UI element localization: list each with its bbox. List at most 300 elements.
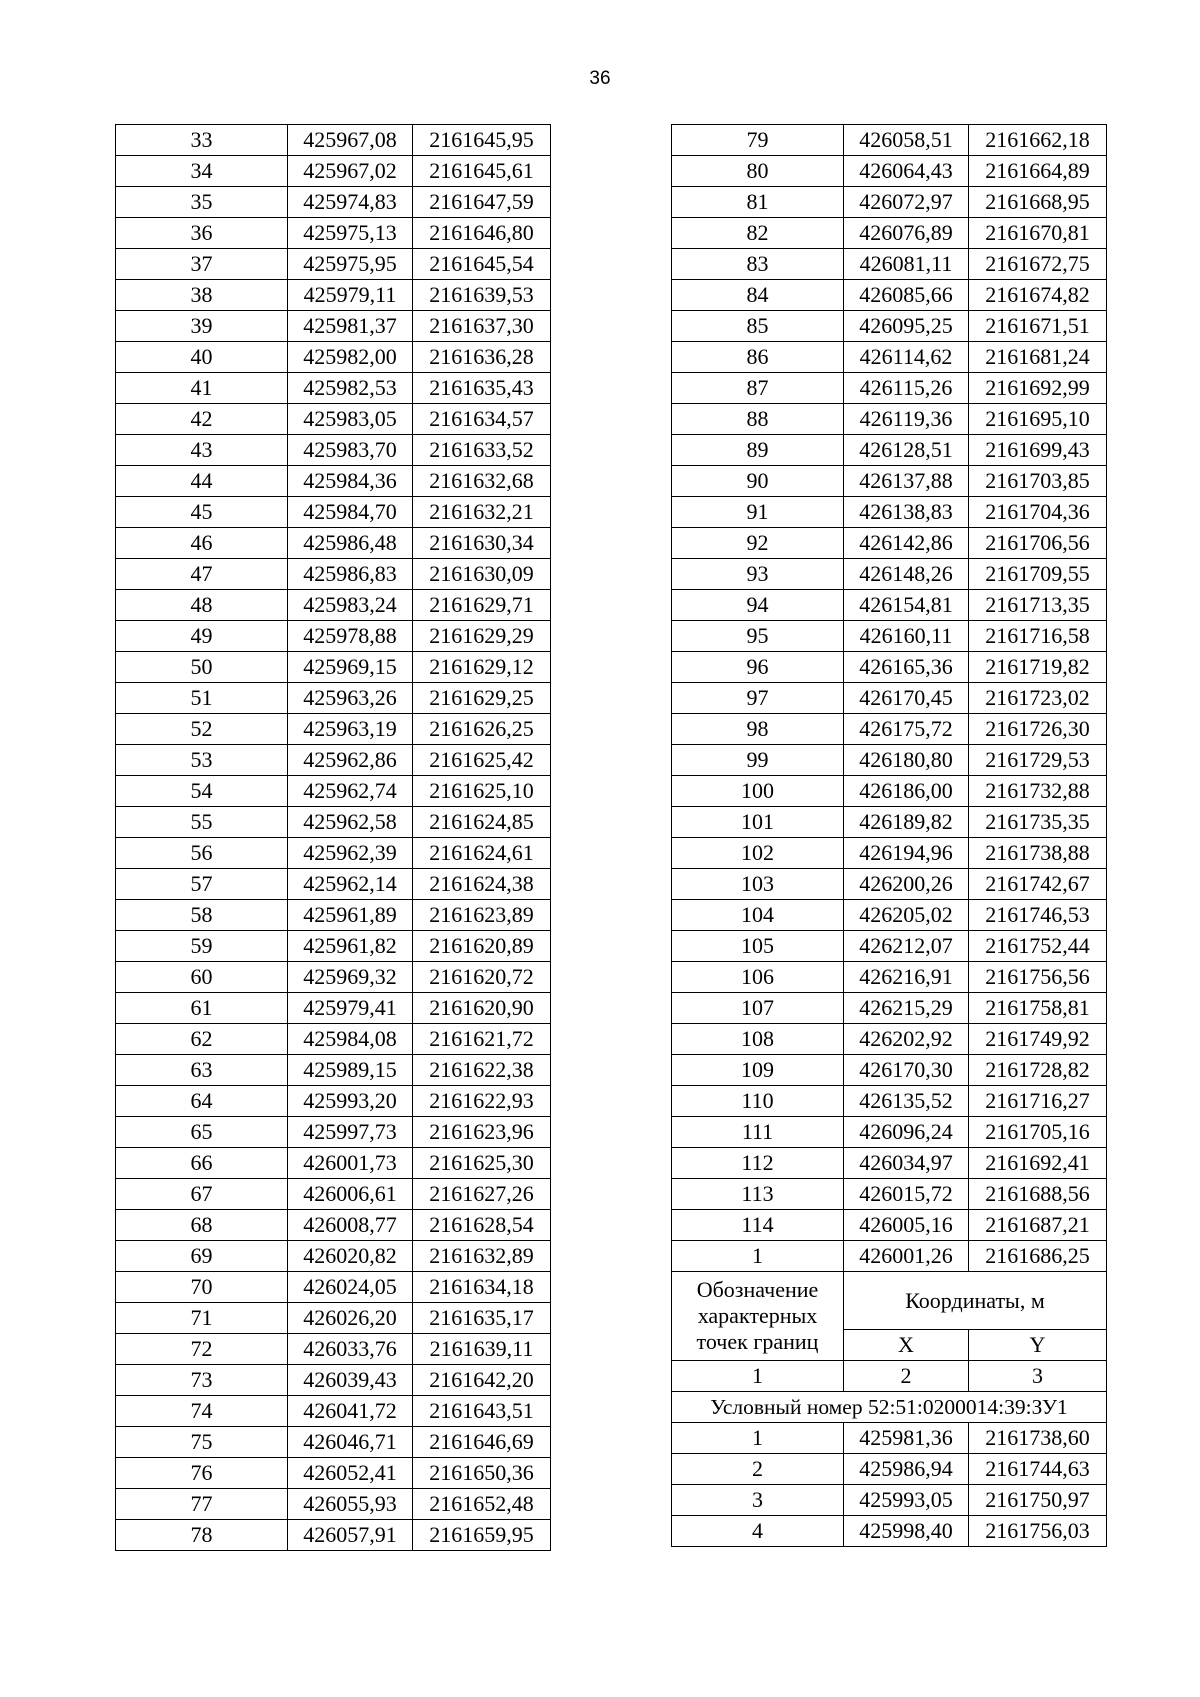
section-title-row xyxy=(672,1392,1107,1423)
y-coordinate-cell: 2161686,25 xyxy=(969,1241,1107,1272)
table-row xyxy=(672,342,1107,373)
table-row xyxy=(116,1396,551,1427)
table-row xyxy=(116,1117,551,1148)
x-coordinate-cell: 425962,39 xyxy=(288,838,413,869)
table-row xyxy=(116,435,551,466)
y-coordinate-cell: 2161621,72 xyxy=(413,1024,551,1055)
y-coordinate-cell: 2161709,55 xyxy=(969,559,1107,590)
x-coordinate-cell: 425979,41 xyxy=(288,993,413,1024)
x-coordinate-cell: 425962,58 xyxy=(288,807,413,838)
table-row xyxy=(672,714,1107,745)
table-row xyxy=(672,683,1107,714)
y-coordinate-cell: 2161752,44 xyxy=(969,931,1107,962)
y-coordinate-cell: 2161738,60 xyxy=(969,1423,1107,1454)
table-row xyxy=(672,1423,1107,1454)
point-number-cell: 90 xyxy=(672,466,844,497)
y-coordinate-cell: 2161646,80 xyxy=(413,218,551,249)
table-row xyxy=(116,187,551,218)
point-number-cell: 47 xyxy=(116,559,288,590)
x-coordinate-cell: 426015,72 xyxy=(844,1179,969,1210)
table-row xyxy=(116,931,551,962)
table-header-block xyxy=(672,1272,1107,1423)
x-coordinate-cell: 426001,73 xyxy=(288,1148,413,1179)
x-coordinate-cell: 426008,77 xyxy=(288,1210,413,1241)
table-row xyxy=(116,869,551,900)
point-number-cell: 88 xyxy=(672,404,844,435)
y-coordinate-cell: 2161671,51 xyxy=(969,311,1107,342)
point-number-cell: 55 xyxy=(116,807,288,838)
y-coordinate-cell: 2161632,21 xyxy=(413,497,551,528)
x-coordinate-cell: 425967,02 xyxy=(288,156,413,187)
point-number-cell: 73 xyxy=(116,1365,288,1396)
y-coordinate-cell: 2161642,20 xyxy=(413,1365,551,1396)
y-coordinate-cell: 2161622,38 xyxy=(413,1055,551,1086)
y-coordinate-cell: 2161637,30 xyxy=(413,311,551,342)
point-number-cell: 95 xyxy=(672,621,844,652)
y-coordinate-cell: 2161652,48 xyxy=(413,1489,551,1520)
y-coordinate-cell: 2161630,34 xyxy=(413,528,551,559)
column-number-row xyxy=(672,1361,1107,1392)
x-coordinate-cell: 426115,26 xyxy=(844,373,969,404)
point-number-cell: 84 xyxy=(672,280,844,311)
table-row xyxy=(116,1148,551,1179)
point-number-cell: 104 xyxy=(672,900,844,931)
x-coordinate-cell: 426064,43 xyxy=(844,156,969,187)
point-number-cell: 62 xyxy=(116,1024,288,1055)
table-row xyxy=(672,1179,1107,1210)
y-coordinate-cell: 2161650,36 xyxy=(413,1458,551,1489)
x-coordinate-cell: 426026,20 xyxy=(288,1303,413,1334)
y-coordinate-cell: 2161742,67 xyxy=(969,869,1107,900)
table-row xyxy=(116,466,551,497)
table-row xyxy=(116,1241,551,1272)
y-coordinate-cell: 2161750,97 xyxy=(969,1485,1107,1516)
x-coordinate-cell: 426215,29 xyxy=(844,993,969,1024)
table-row xyxy=(672,1516,1107,1547)
table-row xyxy=(116,1520,551,1551)
y-coordinate-cell: 2161620,72 xyxy=(413,962,551,993)
point-number-cell: 81 xyxy=(672,187,844,218)
y-coordinate-cell: 2161705,16 xyxy=(969,1117,1107,1148)
point-number-cell: 40 xyxy=(116,342,288,373)
left-table-body xyxy=(116,125,551,1551)
table-row xyxy=(116,962,551,993)
y-coordinate-cell: 2161627,26 xyxy=(413,1179,551,1210)
table-row xyxy=(672,1210,1107,1241)
x-coordinate-cell: 426046,71 xyxy=(288,1427,413,1458)
x-coordinate-cell: 426189,82 xyxy=(844,807,969,838)
point-number-cell: 36 xyxy=(116,218,288,249)
point-number-cell: 51 xyxy=(116,683,288,714)
x-coordinate-cell: 425993,20 xyxy=(288,1086,413,1117)
point-number-cell: 49 xyxy=(116,621,288,652)
table-row xyxy=(672,249,1107,280)
point-number-cell: 78 xyxy=(116,1520,288,1551)
point-number-cell: 72 xyxy=(116,1334,288,1365)
table-row xyxy=(672,993,1107,1024)
x-coordinate-cell: 425963,19 xyxy=(288,714,413,745)
section-title: Условный номер 52:51:0200014:39:ЗУ1 xyxy=(672,1392,1107,1423)
table-row xyxy=(116,1334,551,1365)
table-row xyxy=(672,807,1107,838)
x-coordinate-cell: 426200,26 xyxy=(844,869,969,900)
y-coordinate-cell: 2161692,41 xyxy=(969,1148,1107,1179)
y-coordinate-cell: 2161664,89 xyxy=(969,156,1107,187)
table-row xyxy=(672,745,1107,776)
x-coordinate-cell: 426076,89 xyxy=(844,218,969,249)
x-coordinate-cell: 426033,76 xyxy=(288,1334,413,1365)
point-number-cell: 102 xyxy=(672,838,844,869)
table-row xyxy=(672,497,1107,528)
x-coordinate-cell: 426138,83 xyxy=(844,497,969,528)
y-coordinate-cell: 2161670,81 xyxy=(969,218,1107,249)
point-number-cell: 96 xyxy=(672,652,844,683)
table-row xyxy=(116,497,551,528)
x-coordinate-cell: 425986,48 xyxy=(288,528,413,559)
point-number-cell: 85 xyxy=(672,311,844,342)
point-number-cell: 91 xyxy=(672,497,844,528)
point-number-cell: 69 xyxy=(116,1241,288,1272)
x-coordinate-cell: 425963,26 xyxy=(288,683,413,714)
x-coordinate-cell: 425961,89 xyxy=(288,900,413,931)
y-coordinate-cell: 2161706,56 xyxy=(969,528,1107,559)
y-coordinate-cell: 2161646,69 xyxy=(413,1427,551,1458)
point-number-cell: 1 xyxy=(672,1241,844,1272)
y-coordinate-cell: 2161635,17 xyxy=(413,1303,551,1334)
x-coordinate-cell: 426148,26 xyxy=(844,559,969,590)
point-number-cell: 111 xyxy=(672,1117,844,1148)
y-coordinate-cell: 2161636,28 xyxy=(413,342,551,373)
table-row xyxy=(672,590,1107,621)
x-coordinate-cell: 426175,72 xyxy=(844,714,969,745)
table-row xyxy=(672,311,1107,342)
table-row xyxy=(116,1179,551,1210)
y-coordinate-cell: 2161659,95 xyxy=(413,1520,551,1551)
point-number-cell: 101 xyxy=(672,807,844,838)
x-coordinate-cell: 426160,11 xyxy=(844,621,969,652)
x-coordinate-cell: 426020,82 xyxy=(288,1241,413,1272)
y-coordinate-cell: 2161703,85 xyxy=(969,466,1107,497)
point-number-cell: 33 xyxy=(116,125,288,156)
x-coordinate-cell: 425962,74 xyxy=(288,776,413,807)
y-coordinate-cell: 2161639,53 xyxy=(413,280,551,311)
point-number-cell: 94 xyxy=(672,590,844,621)
points-column-header: Обозначение характерных точек границ xyxy=(672,1272,844,1361)
point-number-cell: 97 xyxy=(672,683,844,714)
point-number-cell: 76 xyxy=(116,1458,288,1489)
y-coordinate-cell: 2161674,82 xyxy=(969,280,1107,311)
table-row xyxy=(116,993,551,1024)
point-number-cell: 108 xyxy=(672,1024,844,1055)
point-number-cell: 75 xyxy=(116,1427,288,1458)
point-number-cell: 53 xyxy=(116,745,288,776)
point-number-cell: 42 xyxy=(116,404,288,435)
table-row xyxy=(672,1148,1107,1179)
y-coordinate-cell: 2161756,03 xyxy=(969,1516,1107,1547)
y-coordinate-cell: 2161723,02 xyxy=(969,683,1107,714)
table-row xyxy=(672,528,1107,559)
y-coordinate-cell: 2161624,38 xyxy=(413,869,551,900)
x-column-header: X xyxy=(844,1330,969,1361)
point-number-cell: 112 xyxy=(672,1148,844,1179)
y-column-header: Y xyxy=(969,1330,1107,1361)
point-number-cell: 56 xyxy=(116,838,288,869)
x-coordinate-cell: 426034,97 xyxy=(844,1148,969,1179)
table-row xyxy=(672,404,1107,435)
x-coordinate-cell: 426039,43 xyxy=(288,1365,413,1396)
table-row xyxy=(116,1365,551,1396)
y-coordinate-cell: 2161623,96 xyxy=(413,1117,551,1148)
x-coordinate-cell: 426137,88 xyxy=(844,466,969,497)
table-row xyxy=(672,1117,1107,1148)
x-coordinate-cell: 426135,52 xyxy=(844,1086,969,1117)
point-number-cell: 107 xyxy=(672,993,844,1024)
table-row xyxy=(672,1055,1107,1086)
y-coordinate-cell: 2161729,53 xyxy=(969,745,1107,776)
point-number-cell: 35 xyxy=(116,187,288,218)
y-coordinate-cell: 2161629,71 xyxy=(413,590,551,621)
table-row xyxy=(116,156,551,187)
y-coordinate-cell: 2161630,09 xyxy=(413,559,551,590)
point-number-cell: 58 xyxy=(116,900,288,931)
point-number-cell: 113 xyxy=(672,1179,844,1210)
point-number-cell: 4 xyxy=(672,1516,844,1547)
x-coordinate-cell: 425969,15 xyxy=(288,652,413,683)
point-number-cell: 63 xyxy=(116,1055,288,1086)
y-coordinate-cell: 2161620,89 xyxy=(413,931,551,962)
x-coordinate-cell: 425986,94 xyxy=(844,1454,969,1485)
table-row xyxy=(116,683,551,714)
table-row xyxy=(672,621,1107,652)
table-row xyxy=(116,1458,551,1489)
point-number-cell: 82 xyxy=(672,218,844,249)
point-number-cell: 57 xyxy=(116,869,288,900)
y-coordinate-cell: 2161622,93 xyxy=(413,1086,551,1117)
table-row xyxy=(116,745,551,776)
y-coordinate-cell: 2161643,51 xyxy=(413,1396,551,1427)
table-row xyxy=(672,1241,1107,1272)
y-coordinate-cell: 2161625,10 xyxy=(413,776,551,807)
x-coordinate-cell: 426180,80 xyxy=(844,745,969,776)
x-coordinate-cell: 425983,70 xyxy=(288,435,413,466)
x-coordinate-cell: 426096,24 xyxy=(844,1117,969,1148)
point-number-cell: 105 xyxy=(672,931,844,962)
table-row xyxy=(672,373,1107,404)
table-row xyxy=(116,714,551,745)
point-number-cell: 46 xyxy=(116,528,288,559)
y-coordinate-cell: 2161758,81 xyxy=(969,993,1107,1024)
x-coordinate-cell: 425969,32 xyxy=(288,962,413,993)
y-coordinate-cell: 2161726,30 xyxy=(969,714,1107,745)
table-row xyxy=(116,621,551,652)
x-coordinate-cell: 425978,88 xyxy=(288,621,413,652)
point-number-cell: 59 xyxy=(116,931,288,962)
table-row xyxy=(672,1024,1107,1055)
point-number-cell: 100 xyxy=(672,776,844,807)
x-coordinate-cell: 425962,14 xyxy=(288,869,413,900)
table-row xyxy=(116,1024,551,1055)
point-number-cell: 41 xyxy=(116,373,288,404)
column-number-1: 1 xyxy=(672,1361,844,1392)
x-coordinate-cell: 425986,83 xyxy=(288,559,413,590)
table-row xyxy=(672,1454,1107,1485)
coordinates-table-right xyxy=(671,124,1107,1547)
x-coordinate-cell: 426154,81 xyxy=(844,590,969,621)
point-number-cell: 99 xyxy=(672,745,844,776)
x-coordinate-cell: 425975,13 xyxy=(288,218,413,249)
point-number-cell: 86 xyxy=(672,342,844,373)
table-row xyxy=(672,652,1107,683)
x-coordinate-cell: 425993,05 xyxy=(844,1485,969,1516)
y-coordinate-cell: 2161735,35 xyxy=(969,807,1107,838)
x-coordinate-cell: 425962,86 xyxy=(288,745,413,776)
point-number-cell: 43 xyxy=(116,435,288,466)
point-number-cell: 80 xyxy=(672,156,844,187)
x-coordinate-cell: 426041,72 xyxy=(288,1396,413,1427)
table-row xyxy=(116,1489,551,1520)
y-coordinate-cell: 2161744,63 xyxy=(969,1454,1107,1485)
point-number-cell: 79 xyxy=(672,125,844,156)
x-coordinate-cell: 426194,96 xyxy=(844,838,969,869)
point-number-cell: 106 xyxy=(672,962,844,993)
y-coordinate-cell: 2161672,75 xyxy=(969,249,1107,280)
point-number-cell: 61 xyxy=(116,993,288,1024)
point-number-cell: 50 xyxy=(116,652,288,683)
column-number-2: 2 xyxy=(844,1361,969,1392)
x-coordinate-cell: 425974,83 xyxy=(288,187,413,218)
point-number-cell: 87 xyxy=(672,373,844,404)
point-number-cell: 103 xyxy=(672,869,844,900)
x-coordinate-cell: 426128,51 xyxy=(844,435,969,466)
x-coordinate-cell: 425981,36 xyxy=(844,1423,969,1454)
table-row xyxy=(116,218,551,249)
y-coordinate-cell: 2161634,57 xyxy=(413,404,551,435)
table-row xyxy=(672,869,1107,900)
y-coordinate-cell: 2161645,95 xyxy=(413,125,551,156)
y-coordinate-cell: 2161632,68 xyxy=(413,466,551,497)
point-number-cell: 39 xyxy=(116,311,288,342)
x-coordinate-cell: 426095,25 xyxy=(844,311,969,342)
y-coordinate-cell: 2161662,18 xyxy=(969,125,1107,156)
x-coordinate-cell: 426165,36 xyxy=(844,652,969,683)
table-row xyxy=(116,1427,551,1458)
x-coordinate-cell: 426142,86 xyxy=(844,528,969,559)
point-number-cell: 83 xyxy=(672,249,844,280)
x-coordinate-cell: 426024,05 xyxy=(288,1272,413,1303)
x-coordinate-cell: 426072,97 xyxy=(844,187,969,218)
y-coordinate-cell: 2161624,85 xyxy=(413,807,551,838)
table-row xyxy=(672,280,1107,311)
point-number-cell: 34 xyxy=(116,156,288,187)
y-coordinate-cell: 2161635,43 xyxy=(413,373,551,404)
x-coordinate-cell: 426052,41 xyxy=(288,1458,413,1489)
y-coordinate-cell: 2161645,61 xyxy=(413,156,551,187)
table-row xyxy=(116,1272,551,1303)
x-coordinate-cell: 426001,26 xyxy=(844,1241,969,1272)
y-coordinate-cell: 2161749,92 xyxy=(969,1024,1107,1055)
table-row xyxy=(672,838,1107,869)
x-coordinate-cell: 425984,70 xyxy=(288,497,413,528)
table-row xyxy=(116,559,551,590)
table-row xyxy=(672,776,1107,807)
point-number-cell: 52 xyxy=(116,714,288,745)
x-coordinate-cell: 425983,24 xyxy=(288,590,413,621)
x-coordinate-cell: 425979,11 xyxy=(288,280,413,311)
x-coordinate-cell: 426114,62 xyxy=(844,342,969,373)
point-number-cell: 109 xyxy=(672,1055,844,1086)
point-number-cell: 89 xyxy=(672,435,844,466)
x-coordinate-cell: 426212,07 xyxy=(844,931,969,962)
point-number-cell: 71 xyxy=(116,1303,288,1334)
y-coordinate-cell: 2161692,99 xyxy=(969,373,1107,404)
y-coordinate-cell: 2161716,58 xyxy=(969,621,1107,652)
table-row xyxy=(116,900,551,931)
point-number-cell: 54 xyxy=(116,776,288,807)
point-number-cell: 65 xyxy=(116,1117,288,1148)
y-coordinate-cell: 2161704,36 xyxy=(969,497,1107,528)
table-row xyxy=(116,404,551,435)
x-coordinate-cell: 426205,02 xyxy=(844,900,969,931)
point-number-cell: 92 xyxy=(672,528,844,559)
y-coordinate-cell: 2161732,88 xyxy=(969,776,1107,807)
point-number-cell: 60 xyxy=(116,962,288,993)
x-coordinate-cell: 426005,16 xyxy=(844,1210,969,1241)
y-coordinate-cell: 2161756,56 xyxy=(969,962,1107,993)
table-row xyxy=(672,187,1107,218)
y-coordinate-cell: 2161639,11 xyxy=(413,1334,551,1365)
x-coordinate-cell: 425981,37 xyxy=(288,311,413,342)
y-coordinate-cell: 2161632,89 xyxy=(413,1241,551,1272)
y-coordinate-cell: 2161620,90 xyxy=(413,993,551,1024)
table-row xyxy=(672,125,1107,156)
point-number-cell: 38 xyxy=(116,280,288,311)
table-row xyxy=(116,652,551,683)
x-coordinate-cell: 425989,15 xyxy=(288,1055,413,1086)
point-number-cell: 70 xyxy=(116,1272,288,1303)
table-row xyxy=(672,1086,1107,1117)
table-row xyxy=(672,156,1107,187)
table-row xyxy=(116,373,551,404)
x-coordinate-cell: 426055,93 xyxy=(288,1489,413,1520)
table-row xyxy=(672,559,1107,590)
point-number-cell: 45 xyxy=(116,497,288,528)
y-coordinate-cell: 2161699,43 xyxy=(969,435,1107,466)
x-coordinate-cell: 426216,91 xyxy=(844,962,969,993)
table-row xyxy=(116,342,551,373)
x-coordinate-cell: 425998,40 xyxy=(844,1516,969,1547)
point-number-cell: 37 xyxy=(116,249,288,280)
x-coordinate-cell: 426186,00 xyxy=(844,776,969,807)
x-coordinate-cell: 425961,82 xyxy=(288,931,413,962)
header-row xyxy=(672,1272,1107,1330)
y-coordinate-cell: 2161688,56 xyxy=(969,1179,1107,1210)
table-row xyxy=(116,125,551,156)
table-row xyxy=(672,435,1107,466)
point-number-cell: 68 xyxy=(116,1210,288,1241)
y-coordinate-cell: 2161625,42 xyxy=(413,745,551,776)
x-coordinate-cell: 425997,73 xyxy=(288,1117,413,1148)
table-row xyxy=(672,466,1107,497)
y-coordinate-cell: 2161687,21 xyxy=(969,1210,1107,1241)
table-row xyxy=(116,1210,551,1241)
table-row xyxy=(672,1485,1107,1516)
x-coordinate-cell: 426006,61 xyxy=(288,1179,413,1210)
table-row xyxy=(672,931,1107,962)
point-number-cell: 93 xyxy=(672,559,844,590)
y-coordinate-cell: 2161728,82 xyxy=(969,1055,1107,1086)
x-coordinate-cell: 426057,91 xyxy=(288,1520,413,1551)
point-number-cell: 44 xyxy=(116,466,288,497)
